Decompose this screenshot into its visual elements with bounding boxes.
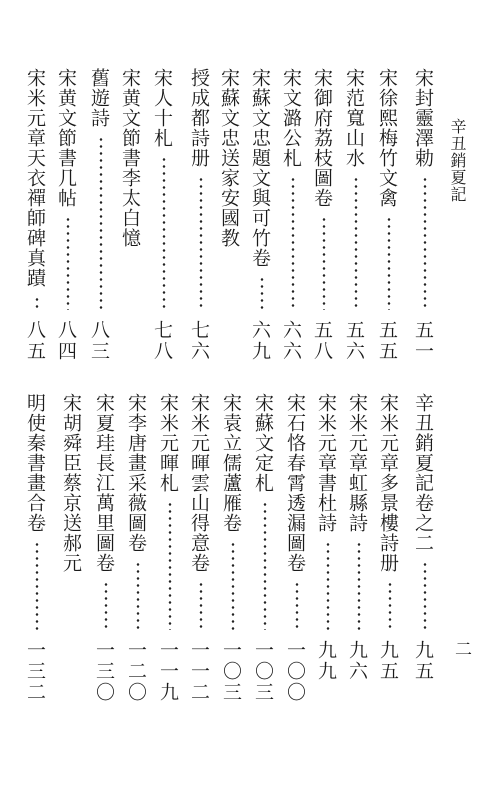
toc-entry [188, 0, 214, 790]
toc-entry-page: 一〇三 [220, 640, 242, 703]
toc-leader-dots [295, 581, 299, 630]
toc-entry-title: 宋蘇文定札 [252, 393, 274, 493]
page-number: 二 [451, 640, 471, 658]
toc-leader-dots [326, 541, 330, 630]
toc-entry-page: 一三二 [24, 640, 46, 703]
toc-entry-page: 九六 [346, 640, 368, 682]
toc-entry-title: 宋封靈澤勅 [412, 68, 434, 168]
toc-entry-page: 六九 [249, 320, 271, 362]
toc-entry-title: 宋蘇文忠送家安國教 [218, 68, 240, 248]
toc-entry-page: 一〇三 [252, 640, 274, 703]
toc-entry-title: 宋米元章虹縣詩 [346, 393, 368, 533]
toc-entry-page: 七八 [151, 320, 173, 362]
toc-entry-title: 宋米元章多景樓詩册 [377, 393, 399, 573]
toc-entry-page: 八三 [88, 320, 110, 362]
toc-leader-dots [231, 541, 235, 630]
toc-leader-dots [136, 561, 140, 630]
toc-entry-page: 六六 [280, 320, 302, 362]
toc-entry-title: 宋人十札 [151, 68, 173, 148]
toc-entry-page: 七六 [188, 320, 210, 362]
toc-entry-title: 舊遊詩 [88, 68, 110, 128]
toc-entry [284, 0, 310, 790]
toc-entry-title: 宋御府荔枝圖卷 [311, 68, 333, 208]
toc-entry [220, 0, 246, 790]
toc-entry-title: 宋胡舜臣蔡京送郝元 [60, 393, 82, 573]
toc-entry-page: 八五 [24, 320, 46, 362]
toc-entry-page: 九五 [377, 640, 399, 682]
toc-entry-title: 宋徐熙梅竹文禽 [376, 68, 398, 208]
toc-entry-page: 一〇〇 [284, 640, 306, 703]
toc-entry-title: 宋蘇文忠題文與可竹卷 [249, 68, 271, 268]
toc-entry-page: 五八 [311, 320, 333, 362]
toc-entry-page: 五一 [412, 320, 434, 362]
toc-entry-title: 宋米元章書杜詩 [315, 393, 337, 533]
toc-entry-title: 宋黄文節書李太白憶 [119, 68, 141, 248]
toc-entry [24, 0, 50, 790]
toc-entry [346, 0, 372, 790]
toc-entry-title: 宋米元章天衣禪師碑真蹟 [24, 68, 46, 288]
toc-leader-dots [104, 581, 108, 630]
toc-entry-title: 授成都詩册 [188, 68, 210, 168]
toc-leader-dots [357, 541, 361, 630]
toc-entry [157, 0, 183, 790]
toc-entry-page: 一一二 [188, 640, 210, 703]
toc-entry [93, 0, 119, 790]
toc-entry-title: 宋黄文節書几帖 [55, 68, 77, 208]
toc-entry-page: 九五 [412, 640, 434, 682]
toc-entry-title: 宋米元暉札 [157, 393, 179, 493]
toc-entry-page: 一二〇 [125, 640, 147, 703]
toc-entry-title: 宋袁立儒蘆雁卷 [220, 393, 242, 533]
toc-leader-dots [35, 541, 39, 630]
toc-leader-dots [263, 501, 267, 630]
toc-entry-title: 明使秦書畫合卷 [24, 393, 46, 533]
toc-leader-dots [168, 501, 172, 630]
toc-entry [412, 0, 438, 790]
toc-entry-title: 宋米元暉雲山得意卷 [188, 393, 210, 573]
toc-entry-title: 宋李唐畫采薇圖卷 [125, 393, 147, 553]
toc-entry-page: 五五 [376, 320, 398, 362]
toc-entry [377, 0, 403, 790]
running-head-book-title: 辛丑銷夏記 [448, 118, 467, 203]
toc-entry-page: 八四 [55, 320, 77, 362]
toc-entry [252, 0, 278, 790]
toc-entry [60, 0, 86, 790]
toc-entry [125, 0, 151, 790]
toc-leader-dots [199, 581, 203, 630]
toc-entry-title: 宋夏珪長江萬里圖卷 [93, 393, 115, 573]
toc-entry-page: 五六 [343, 320, 365, 362]
toc-entry-title: 宋文潞公札 [280, 68, 302, 168]
toc-entry-title: 辛丑銷夏記卷之二 [412, 393, 434, 553]
toc-entry-title: 宋范寬山水 [343, 68, 365, 168]
toc-leader-dots [388, 581, 392, 630]
toc-entry-page: 一一九 [157, 640, 179, 703]
toc-leader-dots [423, 561, 427, 630]
toc-entry-page: 九九 [315, 640, 337, 682]
toc-entry-title: 宋石恪春霄透漏圖卷 [284, 393, 306, 573]
toc-entry-page: 一三〇 [93, 640, 115, 703]
toc-entry [315, 0, 341, 790]
